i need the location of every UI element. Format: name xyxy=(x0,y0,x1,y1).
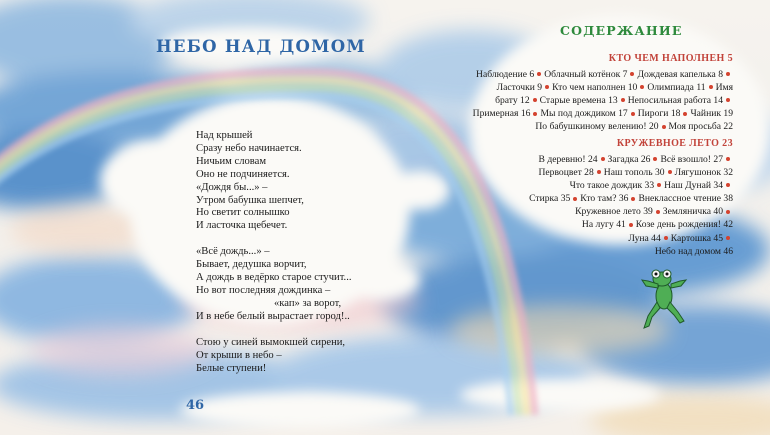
bullet-icon xyxy=(533,112,537,116)
toc-entry[interactable]: Луна 44 xyxy=(628,232,661,244)
bullet-icon xyxy=(631,112,635,116)
page-number: 46 xyxy=(186,398,205,413)
toc-entry[interactable]: Кто чем наполнен 10 xyxy=(552,82,638,94)
bullet-icon xyxy=(629,223,633,227)
toc-row xyxy=(433,179,733,192)
bullet-icon xyxy=(597,170,601,174)
bullet-icon xyxy=(726,210,730,214)
toc-row xyxy=(433,107,733,120)
toc-row xyxy=(433,166,733,179)
toc-row xyxy=(433,68,733,81)
toc-section-heading: КРУЖЕВНОЕ ЛЕТО 23 xyxy=(616,138,733,149)
toc-entry[interactable]: По бабушкиному велению! 20 xyxy=(535,121,659,133)
bullet-icon xyxy=(630,72,634,76)
toc-row xyxy=(433,153,733,166)
toc-entry[interactable]: Кружевное лето 39 xyxy=(575,206,653,218)
toc-entry[interactable]: Непосильная работа 14 xyxy=(627,95,723,107)
toc-row xyxy=(433,218,733,231)
poem-stanza xyxy=(196,246,371,323)
toc-entry[interactable]: Загадка 26 xyxy=(607,154,651,165)
poem-line: А дождь в ведёрко старое стучит... xyxy=(196,272,352,284)
poem-line: «Всё дождь...» – xyxy=(196,246,270,258)
bullet-icon xyxy=(662,125,666,129)
bullet-icon xyxy=(573,197,577,201)
bullet-icon xyxy=(640,85,644,89)
toc-entry[interactable]: Чайник 19 xyxy=(690,108,733,120)
toc-entry[interactable]: Что такое дождик 33 xyxy=(569,180,655,192)
bullet-icon xyxy=(726,157,730,161)
toc-entry[interactable]: Дождевая капелька 8 xyxy=(637,69,723,80)
toc-row xyxy=(433,232,733,245)
bullet-icon xyxy=(601,157,605,161)
bullet-icon xyxy=(726,98,730,102)
poem-line: Но вот последняя дождинка – xyxy=(196,284,331,296)
poem-line: Ничьим словам xyxy=(196,155,267,167)
toc-row xyxy=(433,81,733,94)
toc-title: СОДЕРЖАНИЕ xyxy=(560,23,683,38)
poem-line: И в небе белый вырастает город!.. xyxy=(196,310,350,322)
toc-entry[interactable]: Козе день рождения! 42 xyxy=(635,219,733,231)
toc-entry[interactable]: брату 12 xyxy=(495,95,530,107)
toc-entry[interactable]: Олимпиада 11 xyxy=(647,82,706,94)
poem-line: «кап» за ворот, xyxy=(274,297,342,309)
poem-line: Белые ступени! xyxy=(196,362,267,374)
toc-row xyxy=(433,245,733,258)
bullet-icon xyxy=(726,183,730,187)
bullet-icon xyxy=(726,236,730,240)
toc-entry[interactable]: Старые времена 13 xyxy=(539,95,618,107)
toc-entry[interactable]: На лугу 41 xyxy=(581,219,626,231)
frog-illustration xyxy=(640,266,688,334)
poem-stanza xyxy=(196,337,371,376)
toc-entry[interactable]: Мы под дождиком 17 xyxy=(540,108,628,120)
toc-entry[interactable]: Моя просьба 22 xyxy=(668,121,733,133)
bullet-icon xyxy=(726,72,730,76)
bullet-icon xyxy=(621,98,625,102)
bullet-icon xyxy=(657,183,661,187)
toc-section-2 xyxy=(433,138,733,258)
toc-entry[interactable]: Небо над домом 46 xyxy=(654,245,733,257)
poem-line: Над крышей xyxy=(196,130,253,141)
toc-entry[interactable]: Земляничка 40 xyxy=(662,206,723,218)
poem-line: От крыши в небо – xyxy=(196,349,282,361)
toc-section-1 xyxy=(433,53,733,133)
toc-entry[interactable]: Первоцвет 28 xyxy=(538,167,594,179)
toc-entry[interactable]: Ласточки 9 xyxy=(496,82,543,94)
poem-text xyxy=(196,130,371,388)
poem-line: «Дождя бы...» – xyxy=(196,181,268,193)
toc-entry[interactable]: Имя xyxy=(715,82,733,94)
poem-line: Стою у синей вымокшей сирени, xyxy=(196,336,346,348)
toc-entry[interactable]: Стирка 35 xyxy=(529,193,571,205)
toc-row xyxy=(433,192,733,205)
toc-entry[interactable]: В деревню! 24 xyxy=(538,154,598,165)
poem-stanza xyxy=(196,130,371,233)
toc-entry[interactable]: Наблюдение 6 xyxy=(476,69,535,80)
toc-section-heading: КТО ЧЕМ НАПОЛНЕН 5 xyxy=(608,53,733,64)
bullet-icon xyxy=(664,236,668,240)
bullet-icon xyxy=(653,157,657,161)
toc-row xyxy=(433,205,733,218)
toc-entry[interactable]: Всё взошло! 27 xyxy=(660,154,723,165)
toc-entry[interactable]: Кто там? 36 xyxy=(580,193,629,205)
poem-line: И ласточка щебечет. xyxy=(196,220,288,232)
toc-entry[interactable]: Наш тополь 30 xyxy=(603,167,665,179)
toc-entry[interactable]: Облачный котёнок 7 xyxy=(544,69,628,80)
poem-line: Бывает, дедушка ворчит, xyxy=(196,259,307,271)
bullet-icon xyxy=(533,98,537,102)
bullet-icon xyxy=(668,170,672,174)
toc-row xyxy=(433,94,733,107)
toc-entry[interactable]: Примерная 16 xyxy=(472,108,531,120)
toc-entry[interactable]: Наш Дунай 34 xyxy=(664,180,723,192)
poem-line: Но светит солнышко xyxy=(196,207,290,219)
bullet-icon xyxy=(545,85,549,89)
poem-title: НЕБО НАД ДОМОМ xyxy=(156,37,366,56)
toc-entry[interactable]: Внеклассное чтение 38 xyxy=(638,193,733,205)
toc-entry[interactable]: Пироги 18 xyxy=(637,108,681,120)
bullet-icon xyxy=(537,72,541,76)
toc-entry[interactable]: Лягушонок 32 xyxy=(674,167,733,179)
bullet-icon xyxy=(709,85,713,89)
toc-entry[interactable]: Картошка 45 xyxy=(670,232,723,244)
toc-row xyxy=(433,120,733,133)
poem-line: Утром бабушка шепчет, xyxy=(196,194,304,206)
poem-line: Оно не подчиняется. xyxy=(196,168,290,180)
poem-line: Сразу небо начинается. xyxy=(196,142,302,154)
bullet-icon xyxy=(683,112,687,116)
bullet-icon xyxy=(631,197,635,201)
bullet-icon xyxy=(656,210,660,214)
